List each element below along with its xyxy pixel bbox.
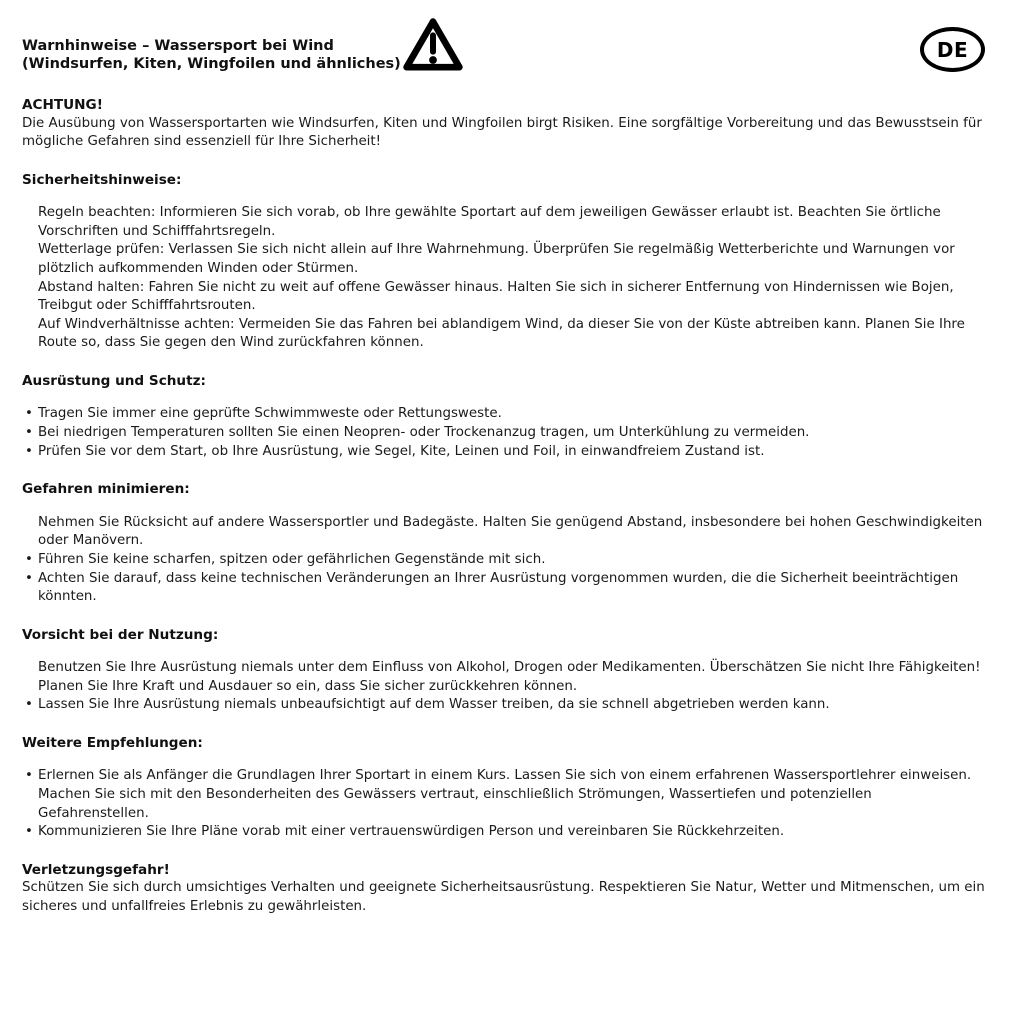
- indented-item: Abstand halten: Fahren Sie nicht zu weit auf offene Gewässer hinaus. Halten Sie sich in sicherer Entfernung von Hindernissen wie Bojen, Treibgut oder Schifffahrtsrouten.: [38, 279, 954, 314]
- section-2: [22, 372, 985, 461]
- warning-triangle-icon: [403, 17, 463, 77]
- bullet-text: Führen Sie keine scharfen, spitzen oder gefährlichen Gegenstände mit sich.: [38, 551, 546, 567]
- section-heading: Ausrüstung und Schutz:: [22, 372, 206, 389]
- section-heading: Verletzungsgefahr!: [22, 861, 170, 878]
- section-heading: Vorsicht bei der Nutzung:: [22, 626, 219, 643]
- language-badge-label: DE: [936, 37, 969, 62]
- bullet-item: [22, 696, 985, 715]
- document-title: [22, 37, 401, 73]
- bullet-item: [22, 570, 985, 607]
- bullet-marker: •: [25, 551, 33, 567]
- bullet-item: [22, 424, 985, 443]
- bullet-marker: •: [25, 768, 33, 784]
- section-1: [22, 171, 985, 353]
- bullet-item: [22, 405, 985, 424]
- bullet-text: Tragen Sie immer eine geprüfte Schwimmweste oder Rettungsweste.: [38, 406, 502, 422]
- section-items: [22, 879, 985, 916]
- bullet-marker: •: [25, 443, 33, 459]
- section-items: [22, 514, 985, 607]
- indented-item: Nehmen Sie Rücksicht auf andere Wassersportler und Badegäste. Halten Sie genügend Abstand, insbesondere bei hohen Geschwindigkeiten oder Manövern.: [38, 514, 983, 549]
- document-title-line2: (Windsurfen, Kiten, Wingfoilen und ähnliches): [22, 56, 401, 72]
- section-0: [22, 96, 985, 152]
- bullet-item: [22, 443, 985, 462]
- bullet-text: Kommunizieren Sie Ihre Pläne vorab mit einer vertrauenswürdigen Person und vereinbaren Sie Rückkehrzeiten.: [38, 824, 785, 840]
- document-title-line1: Warnhinweise – Wassersport bei Wind: [22, 38, 334, 54]
- paragraph: Schützen Sie sich durch umsichtiges Verhalten und geeignete Sicherheitsausrüstung. Respektieren Sie Natur, Wetter und Mitmenschen, um ein sicheres und unfallfreies Erlebnis zu gewährleisten.: [22, 880, 985, 914]
- section-3: [22, 480, 985, 606]
- section-6: [22, 861, 985, 917]
- document-header: [22, 20, 985, 78]
- section-items: [22, 204, 985, 353]
- bullet-item: [22, 767, 985, 786]
- bullet-marker: •: [25, 406, 33, 422]
- bullet-marker: •: [25, 425, 33, 441]
- indented-item: Regeln beachten: Informieren Sie sich vorab, ob Ihre gewählte Sportart auf dem jeweiligen Gewässer erlaubt ist. Beachten Sie örtliche Vorschriften und Schifffahrtsregeln.: [38, 205, 941, 239]
- bullet-text: Lassen Sie Ihre Ausrüstung niemals unbeaufsichtigt auf dem Wasser treiben, da sie schnell abgetrieben werden kann.: [38, 697, 830, 713]
- section-4: [22, 626, 985, 715]
- bullet-item: [22, 823, 985, 842]
- section-heading: Weitere Empfehlungen:: [22, 734, 203, 751]
- section-heading: Sicherheitshinweise:: [22, 171, 182, 188]
- indented-item: Wetterlage prüfen: Verlassen Sie sich nicht allein auf Ihre Wahrnehmung. Überprüfen Sie regelmäßig Wetterberichte und Warnungen vor plötzlich aufkommenden Winden oder Stürmen.: [38, 242, 955, 276]
- bullet-text: Erlernen Sie als Anfänger die Grundlagen Ihrer Sportart in einem Kurs. Lassen Sie sich von einem erfahrenen Wassersportlehrer einweisen.: [38, 768, 972, 784]
- section-5: [22, 734, 985, 842]
- bullet-text: Bei niedrigen Temperaturen sollten Sie einen Neopren- oder Trockenanzug tragen, um Unterkühlung zu vermeiden.: [38, 425, 810, 441]
- bullet-marker: •: [25, 697, 33, 713]
- section-items: [22, 115, 985, 152]
- document-body: [22, 96, 985, 917]
- paragraph: Die Ausübung von Wassersportarten wie Windsurfen, Kiten und Wingfoilen birgt Risiken. Eine sorgfältige Vorbereitung und das Bewusstsein für mögliche Gefahren sind essenziell für Ihre Sicherheit!: [22, 115, 982, 150]
- section-items: [22, 659, 985, 715]
- indented-item: Benutzen Sie Ihre Ausrüstung niemals unter dem Einfluss von Alkohol, Drogen oder Medikamenten. Überschätzen Sie nicht Ihre Fähigkeiten! Planen Sie Ihre Kraft und Ausdauer so ein, dass Sie sicher zurückkehren können.: [38, 660, 981, 694]
- bullet-text: Achten Sie darauf, dass keine technischen Veränderungen an Ihrer Ausrüstung vorgenommen wurden, die die Sicherheit beeinträchtigen könnten.: [38, 570, 959, 605]
- section-heading: Gefahren minimieren:: [22, 481, 190, 498]
- indented-item: Machen Sie sich mit den Besonderheiten des Gewässers vertraut, einschließlich Strömungen, Wassertiefen und potenziellen Gefahrenstellen.: [38, 787, 872, 821]
- section-heading: ACHTUNG!: [22, 97, 103, 113]
- section-items: [22, 405, 985, 461]
- bullet-item: [22, 551, 985, 570]
- bullet-marker: •: [25, 570, 33, 586]
- indented-item: Auf Windverhältnisse achten: Vermeiden Sie das Fahren bei ablandigem Wind, da dieser Sie von der Küste abtreiben kann. Planen Sie Ihre Route so, dass Sie gegen den Wind zurückfahren können.: [38, 316, 965, 351]
- bullet-text: Prüfen Sie vor dem Start, ob Ihre Ausrüstung, wie Segel, Kite, Leinen und Foil, in einwandfreiem Zustand ist.: [38, 443, 765, 459]
- language-badge: [920, 27, 985, 72]
- bullet-marker: •: [25, 824, 33, 840]
- section-items: [22, 767, 985, 841]
